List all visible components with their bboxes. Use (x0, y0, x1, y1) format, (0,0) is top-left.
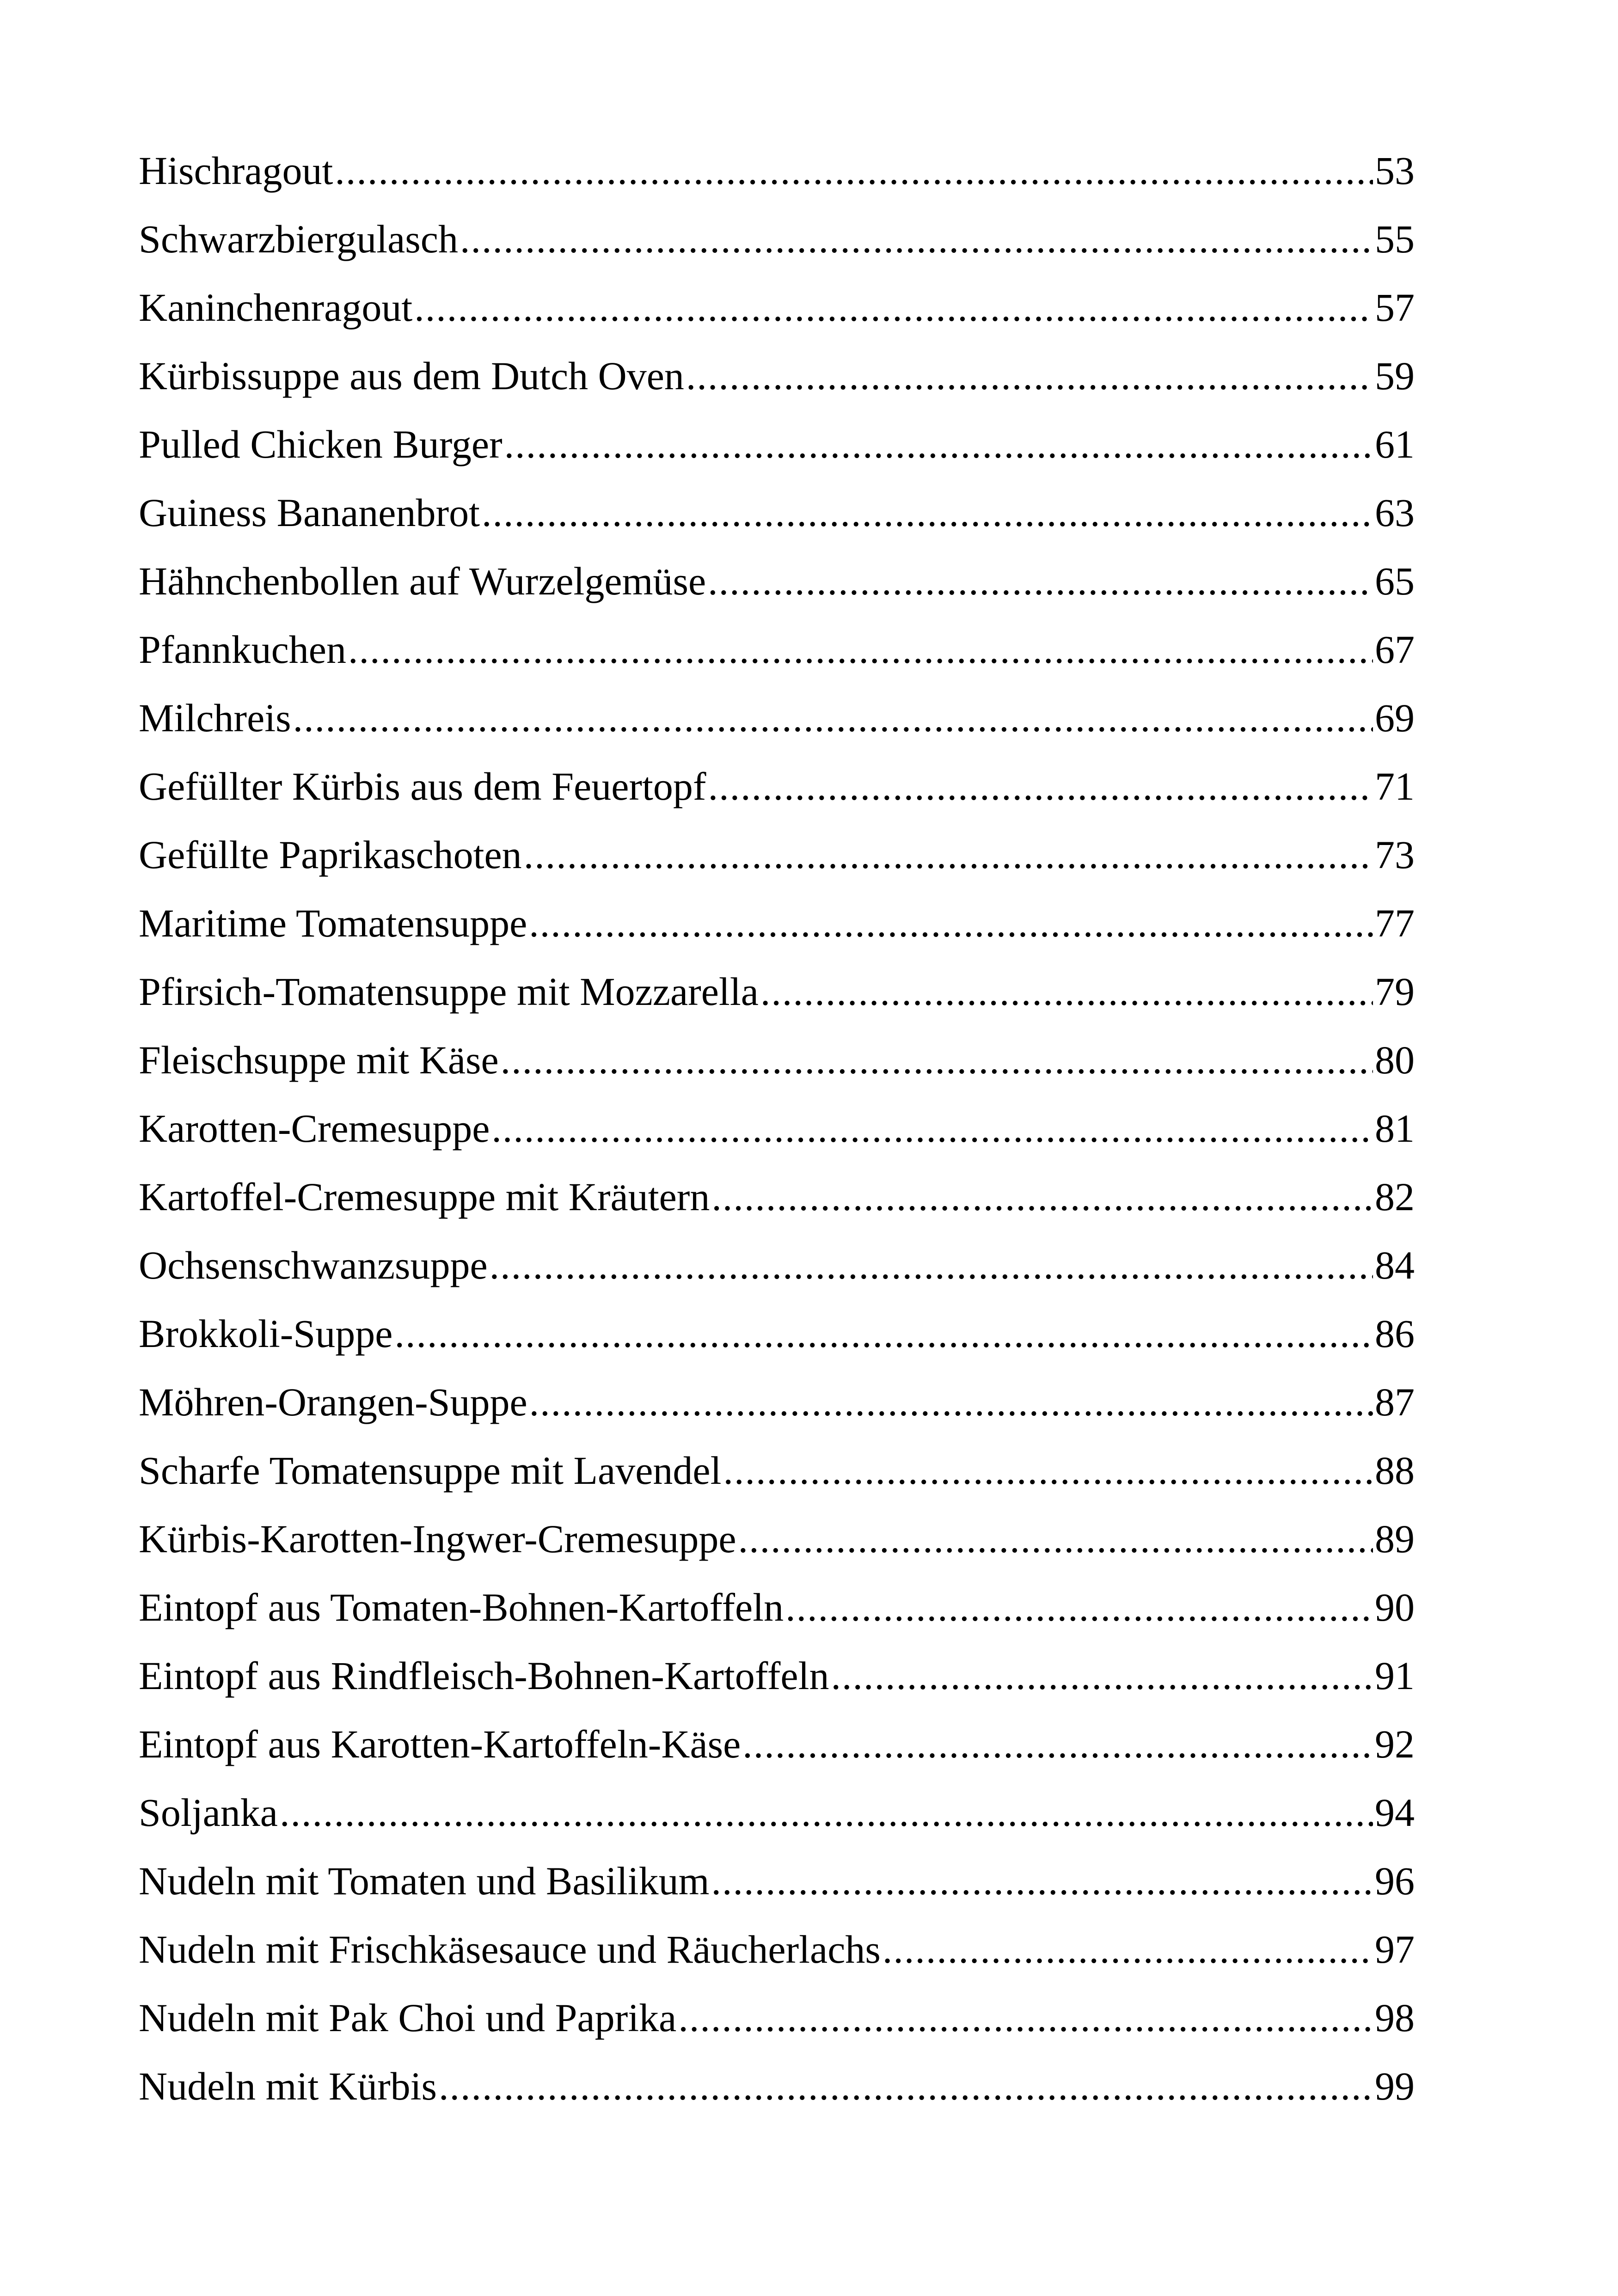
toc-entry-title: Hischragout (139, 148, 333, 193)
toc-entry-title: Nudeln mit Pak Choi und Paprika (139, 1996, 677, 2040)
toc-entry-page: 82 (1375, 1175, 1415, 1219)
toc-entry[interactable] (139, 2052, 1415, 2120)
toc-entry-page: 73 (1375, 833, 1415, 877)
toc-entry[interactable] (139, 547, 1415, 615)
toc-entry[interactable] (139, 684, 1415, 752)
dot-leader (490, 1231, 1373, 1299)
toc-entry[interactable] (139, 1505, 1415, 1573)
toc-entry[interactable] (139, 752, 1415, 820)
dot-leader (504, 410, 1373, 478)
toc-entry[interactable] (139, 1299, 1415, 1368)
toc-entry-page: 81 (1375, 1106, 1415, 1151)
toc-entry-page: 98 (1375, 1996, 1415, 2040)
dot-leader (678, 1984, 1373, 2052)
toc-entry[interactable] (139, 820, 1415, 889)
dot-leader (785, 1573, 1373, 1641)
dot-leader (831, 1641, 1373, 1710)
dot-leader (293, 684, 1373, 752)
toc-entry-title: Schwarzbiergulasch (139, 217, 458, 261)
toc-entry-page: 96 (1375, 1859, 1415, 1903)
toc-entry-title: Nudeln mit Kürbis (139, 2064, 437, 2108)
toc-entry-page: 77 (1375, 901, 1415, 945)
dot-leader (439, 2052, 1373, 2120)
toc-entry-page: 88 (1375, 1448, 1415, 1493)
toc-entry-page: 79 (1375, 969, 1415, 1014)
dot-leader (760, 957, 1373, 1026)
toc-entry-page: 63 (1375, 490, 1415, 535)
toc-entry-title: Pfirsich-Tomatensuppe mit Mozzarella (139, 969, 759, 1014)
toc-entry[interactable] (139, 1915, 1415, 1984)
dot-leader (348, 615, 1373, 684)
toc-entry-title: Karotten-Cremesuppe (139, 1106, 490, 1151)
dot-leader (708, 547, 1373, 615)
toc-entry-title: Fleischsuppe mit Käse (139, 1038, 499, 1082)
toc-entry-page: 55 (1375, 217, 1415, 261)
toc-entry-page: 59 (1375, 354, 1415, 398)
toc-entry[interactable] (139, 1231, 1415, 1299)
dot-leader (482, 478, 1373, 547)
toc-entry-page: 94 (1375, 1790, 1415, 1835)
dot-leader (742, 1710, 1373, 1778)
toc-entry[interactable] (139, 957, 1415, 1026)
toc-entry[interactable] (139, 1778, 1415, 1847)
toc-entry-page: 67 (1375, 627, 1415, 672)
toc-entry[interactable] (139, 478, 1415, 547)
toc-entry[interactable] (139, 1026, 1415, 1094)
toc-entry-title: Gefüllter Kürbis aus dem Feuertopf (139, 764, 706, 808)
toc-entry[interactable] (139, 1710, 1415, 1778)
toc-entry-page: 90 (1375, 1585, 1415, 1629)
toc-entry[interactable] (139, 1641, 1415, 1710)
toc-entry-page: 84 (1375, 1243, 1415, 1287)
dot-leader (738, 1505, 1373, 1573)
dot-leader (524, 820, 1373, 889)
dot-leader (414, 273, 1373, 342)
toc-entry[interactable] (139, 205, 1415, 273)
toc-entry-title: Soljanka (139, 1790, 278, 1835)
toc-entry-title: Eintopf aus Karotten-Kartoffeln-Käse (139, 1722, 741, 1766)
toc-entry[interactable] (139, 1094, 1415, 1163)
toc-entry-title: Gefüllte Paprikaschoten (139, 833, 522, 877)
toc-entry-title: Pulled Chicken Burger (139, 422, 503, 466)
dot-leader (460, 205, 1373, 273)
toc-entry-title: Maritime Tomatensuppe (139, 901, 527, 945)
toc-entry-page: 92 (1375, 1722, 1415, 1766)
toc-entry-title: Hähnchenbollen auf Wurzelgemüse (139, 559, 706, 603)
toc-entry-page: 87 (1375, 1380, 1415, 1424)
toc-entry-title: Nudeln mit Tomaten und Basilikum (139, 1859, 710, 1903)
toc-entry[interactable] (139, 273, 1415, 342)
toc-entry-title: Brokkoli-Suppe (139, 1311, 393, 1356)
dot-leader (883, 1915, 1373, 1984)
toc-entry-page: 57 (1375, 285, 1415, 330)
toc-entry-title: Nudeln mit Frischkäsesauce und Räucherlachs (139, 1927, 881, 1971)
toc-entry-page: 86 (1375, 1311, 1415, 1356)
toc-entry[interactable] (139, 136, 1415, 205)
toc-entry[interactable] (139, 1847, 1415, 1915)
dot-leader (529, 889, 1373, 957)
toc-entry-page: 65 (1375, 559, 1415, 603)
toc-entry-page: 91 (1375, 1653, 1415, 1698)
dot-leader (723, 1436, 1373, 1505)
toc-entry[interactable] (139, 1573, 1415, 1641)
dot-leader (686, 342, 1373, 410)
toc-entry-title: Eintopf aus Tomaten-Bohnen-Kartoffeln (139, 1585, 784, 1629)
toc-entry-page: 89 (1375, 1517, 1415, 1561)
dot-leader (501, 1026, 1373, 1094)
toc-entry-title: Kartoffel-Cremesuppe mit Kräutern (139, 1175, 710, 1219)
toc-entry-title: Guiness Bananenbrot (139, 490, 480, 535)
toc-entry-page: 71 (1375, 764, 1415, 808)
toc-entry-title: Scharfe Tomatensuppe mit Lavendel (139, 1448, 722, 1493)
toc-entry-page: 69 (1375, 696, 1415, 740)
dot-leader (529, 1368, 1373, 1436)
toc-entry-page: 61 (1375, 422, 1415, 466)
toc-entry-page: 53 (1375, 148, 1415, 193)
dot-leader (394, 1299, 1373, 1368)
table-of-contents (139, 136, 1415, 2120)
toc-entry[interactable] (139, 410, 1415, 478)
toc-entry-title: Milchreis (139, 696, 291, 740)
toc-entry[interactable] (139, 1436, 1415, 1505)
toc-entry-title: Kürbissuppe aus dem Dutch Oven (139, 354, 684, 398)
toc-entry[interactable] (139, 1984, 1415, 2052)
toc-entry[interactable] (139, 1368, 1415, 1436)
toc-entry[interactable] (139, 615, 1415, 684)
toc-entry-title: Kaninchenragout (139, 285, 413, 330)
toc-entry[interactable] (139, 889, 1415, 957)
toc-entry[interactable] (139, 342, 1415, 410)
toc-entry-page: 99 (1375, 2064, 1415, 2108)
toc-entry-page: 80 (1375, 1038, 1415, 1082)
toc-entry-page: 97 (1375, 1927, 1415, 1971)
dot-leader (335, 136, 1373, 205)
toc-entry[interactable] (139, 1163, 1415, 1231)
dot-leader (280, 1778, 1373, 1847)
toc-entry-title: Kürbis-Karotten-Ingwer-Cremesuppe (139, 1517, 736, 1561)
dot-leader (491, 1094, 1373, 1163)
dot-leader (708, 752, 1373, 820)
toc-entry-title: Pfannkuchen (139, 627, 346, 672)
toc-entry-title: Eintopf aus Rindfleisch-Bohnen-Kartoffeln (139, 1653, 829, 1698)
dot-leader (711, 1847, 1373, 1915)
toc-entry-title: Ochsenschwanzsuppe (139, 1243, 488, 1287)
dot-leader (711, 1163, 1373, 1231)
toc-entry-title: Möhren-Orangen-Suppe (139, 1380, 527, 1424)
